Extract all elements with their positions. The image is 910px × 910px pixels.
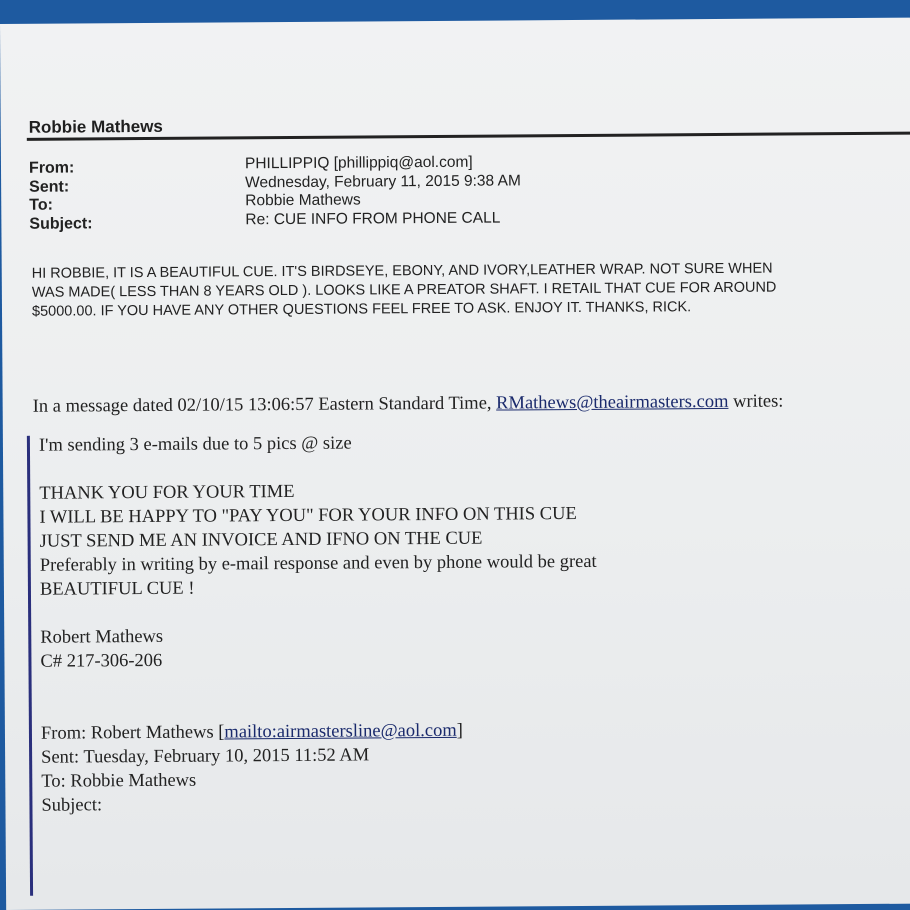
subject-label: Subject: xyxy=(29,214,93,233)
signature-name: Robert Mathews xyxy=(40,626,164,648)
forwarded-sent: Sent: Tuesday, February 10, 2015 11:52 AM xyxy=(41,745,370,768)
intro-suffix: writes: xyxy=(728,391,784,412)
printed-email-page xyxy=(0,18,910,910)
forwarded-to: To: Robbie Mathews xyxy=(41,770,197,792)
signature-phone: C# 217-306-206 xyxy=(40,650,163,672)
to-value: Robbie Mathews xyxy=(245,191,361,210)
quoted-line: BEAUTIFUL CUE ! xyxy=(39,578,195,600)
quoted-line: JUST SEND ME AN INVOICE AND IFNO ON THE CUE xyxy=(39,528,483,552)
mailbox-owner-name: Robbie Mathews xyxy=(28,116,163,137)
intro-prefix: In a message dated 02/10/15 13:06:57 Eastern Standard Time, xyxy=(32,393,497,417)
fwd-from-prefix: From: Robert Mathews [ xyxy=(40,722,225,744)
sender-email-link[interactable]: RMathews@theairmasters.com xyxy=(496,391,729,414)
body-line: HI ROBBIE, IT IS A BEAUTIFUL CUE. IT'S BIRDSEYE, EBONY, AND IVORY,LEATHER WRAP. NOT SURE WHEN xyxy=(31,260,773,282)
sent-label: Sent: xyxy=(29,178,70,196)
subject-value: Re: CUE INFO FROM PHONE CALL xyxy=(245,209,501,228)
body-line: $5000.00. IF YOU HAVE ANY OTHER QUESTIONS FEEL FREE TO ASK. ENJOY IT. THANKS, RICK. xyxy=(31,299,692,320)
quoted-line: Preferably in writing by e-mail response and even by phone would be great xyxy=(39,551,597,576)
from-label: From: xyxy=(28,159,75,177)
quoted-message xyxy=(39,430,599,818)
from-value: PHILLIPPIQ [phillippiq@aol.com] xyxy=(244,153,473,173)
header-labels xyxy=(29,159,93,233)
email-body xyxy=(32,259,910,322)
quoted-line: THANK YOU FOR YOUR TIME xyxy=(39,481,295,504)
to-label: To: xyxy=(29,196,54,214)
body-line: WAS MADE( LESS THAN 8 YEARS OLD ). LOOKS LIKE A PREATOR SHAFT. I RETAIL THAT CUE FOR AROUND xyxy=(31,279,777,301)
sent-value: Wednesday, February 11, 2015 9:38 AM xyxy=(245,171,521,191)
quoted-message-intro xyxy=(33,392,784,418)
mailto-link[interactable]: mailto:airmastersline@aol.com xyxy=(224,720,457,743)
quote-bar xyxy=(27,436,33,896)
fwd-from-suffix: ] xyxy=(456,720,463,741)
quoted-line: I WILL BE HAPPY TO "PAY YOU" FOR YOUR INFO ON THIS CUE xyxy=(39,503,577,528)
quoted-line: I'm sending 3 e-mails due to 5 pics @ size xyxy=(38,433,352,456)
forwarded-subject: Subject: xyxy=(41,795,103,816)
header-values xyxy=(245,153,521,229)
